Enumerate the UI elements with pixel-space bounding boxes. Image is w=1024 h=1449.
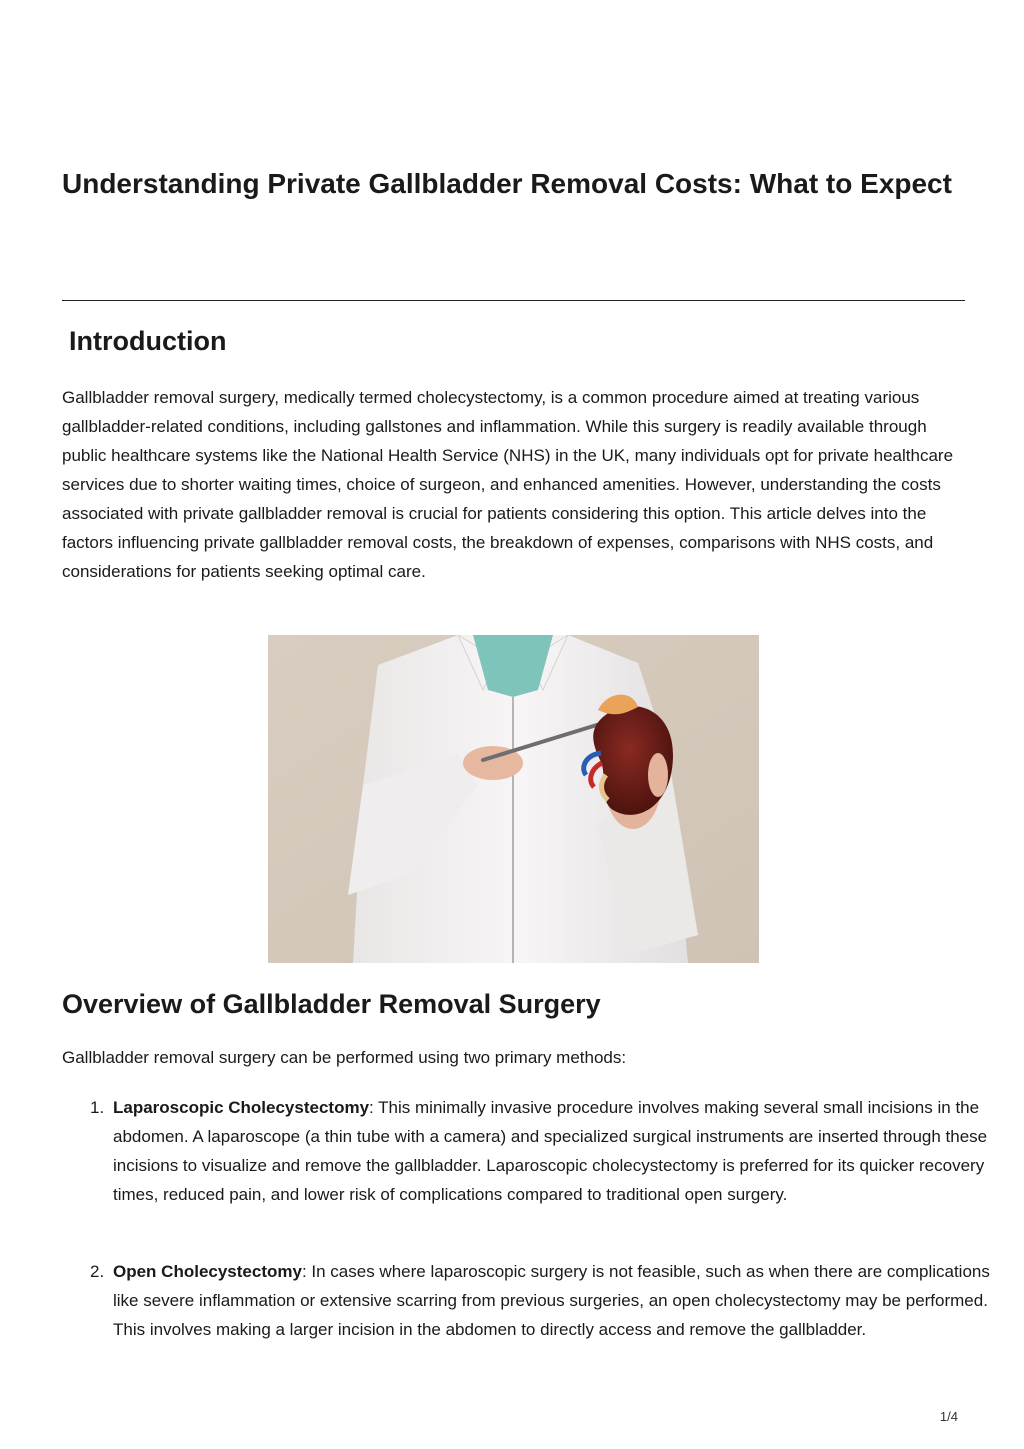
document-title: Understanding Private Gallbladder Removal Costs: What to Expect xyxy=(62,168,952,199)
doctor-holding-organ-model-photo xyxy=(268,635,759,963)
list-item-number: 2. xyxy=(90,1262,105,1281)
overview-lead-paragraph: Gallbladder removal surgery can be performed using two primary methods: xyxy=(62,1048,627,1067)
list-item-term: Open Cholecystectomy xyxy=(113,1262,302,1281)
page-number: 1/4 xyxy=(939,1409,958,1424)
introduction-paragraph: Gallbladder removal surgery, medically termed cholecystectomy, is a common procedure aimed at treating various gallbladder-related conditions, including gallstones and inflammation. While this surgery is readily available through public healthcare systems like the National Health Service (NHS) in the UK, many individuals opt for private healthcare services due to shorter waiting times, choice of surgeon, and enhanced amenities. However, understanding the costs associated with private gallbladder removal is crucial for patients considering this option. This article delves into the factors influencing private gallbladder removal costs, the breakdown of expenses, comparisons with NHS costs, and considerations for patients seeking optimal care. xyxy=(62,388,954,581)
overview-heading: Overview of Gallbladder Removal Surgery xyxy=(62,989,601,1019)
list-item-number: 1. xyxy=(90,1098,105,1117)
list-item-text: : In cases where laparoscopic surgery is not feasible, such as when there are complications like severe inflammation or extensive scarring from previous surgeries, an open cholecystectomy may be performed. This involves making a larger incision in the abdomen to directly access and remove the gallbladder. xyxy=(113,1262,990,1339)
list-item xyxy=(62,1257,1018,1344)
list-item xyxy=(62,1093,1018,1209)
list-item-term: Laparoscopic Cholecystectomy xyxy=(113,1098,370,1117)
horizontal-divider xyxy=(62,300,965,301)
list-item-text: : This minimally invasive procedure involves making several small incisions in the abdomen. A laparoscope (a thin tube with a camera) and specialized surgical instruments are inserted through these incisions to visualize and remove the gallbladder. Laparoscopic cholecystectomy is preferred for its quicker recovery times, reduced pain, and lower risk of complications compared to traditional open surgery. xyxy=(113,1098,988,1204)
introduction-heading: Introduction xyxy=(69,326,227,356)
